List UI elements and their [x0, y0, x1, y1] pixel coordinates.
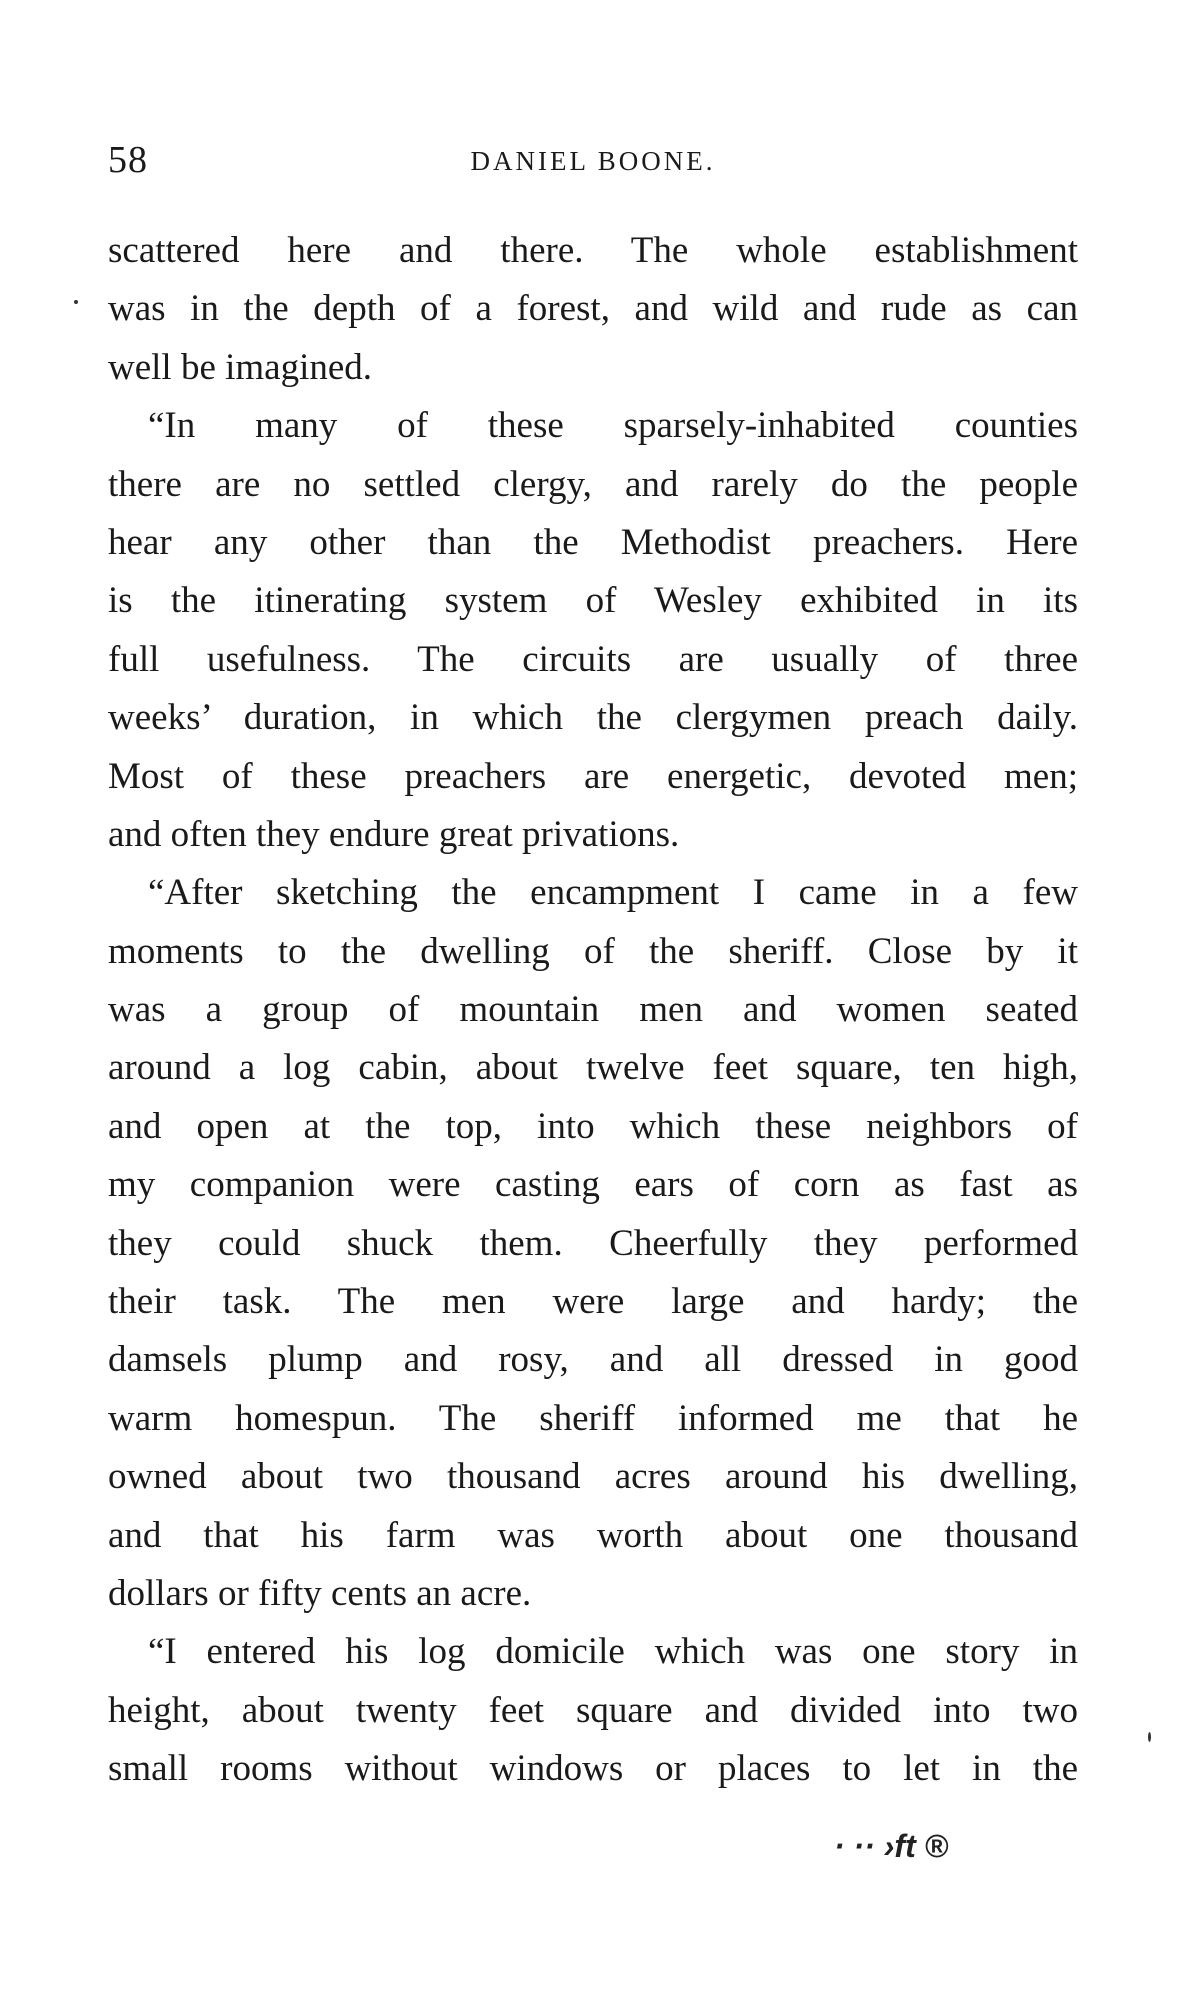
text-line: warm homespun. The sheriff informed me that he — [108, 1397, 1078, 1439]
text-line: was a group of mountain men and women seated — [108, 989, 1078, 1031]
margin-speck — [74, 300, 78, 304]
text-line: and that his farm was worth about one thousand — [108, 1514, 1078, 1556]
text-line: height, about twenty feet square and divided into two — [108, 1689, 1078, 1731]
text-line: small rooms without windows or places to let in the — [108, 1748, 1078, 1790]
text-line: “I entered his log domicile which was one story in — [148, 1631, 1078, 1673]
text-line: and often they endure great privations. — [108, 813, 680, 855]
text-line: damsels plump and rosy, and all dressed in good — [108, 1339, 1078, 1381]
text-line: owned about two thousand acres around his dwelling, — [108, 1456, 1078, 1498]
text-line: full usefulness. The circuits are usually of three — [108, 638, 1078, 680]
text-line: Most of these preachers are energetic, devoted men; — [108, 755, 1078, 797]
page-number: 58 — [108, 139, 148, 181]
text-line: well be imagined. — [108, 346, 373, 388]
text-line: there are no settled clergy, and rarely do the people — [108, 463, 1078, 505]
text-line: “After sketching the encampment I came in a few — [148, 872, 1078, 914]
text-line: scattered here and there. The whole establishment — [108, 230, 1078, 271]
scan-watermark: · ·· ›ft ® — [834, 1828, 949, 1864]
text-line: they could shuck them. Cheerfully they performed — [108, 1222, 1078, 1264]
text-line: hear any other than the Methodist preachers. Here — [108, 521, 1078, 563]
text-line: their task. The men were large and hardy; the — [108, 1281, 1078, 1323]
margin-speck — [1148, 1732, 1151, 1742]
page-header — [108, 138, 1078, 188]
text-line: and open at the top, into which these neighbors of — [108, 1105, 1078, 1147]
text-line: is the itinerating system of Wesley exhibited in its — [108, 580, 1078, 622]
text-line: around a log cabin, about twelve feet square, ten high, — [108, 1047, 1078, 1089]
text-line: weeks’ duration, in which the clergymen preach daily. — [108, 697, 1078, 739]
text-line: “In many of these sparsely-inhabited counties — [148, 405, 1078, 447]
text-line: dollars or fifty cents an acre. — [108, 1572, 532, 1614]
text-line: moments to the dwelling of the sheriff. Close by it — [108, 930, 1078, 972]
body-text — [108, 222, 1078, 1799]
text-line: was in the depth of a forest, and wild and rude as can — [108, 288, 1078, 330]
running-head: DANIEL BOONE. — [470, 146, 716, 176]
text-line: my companion were casting ears of corn as fast as — [108, 1164, 1078, 1206]
